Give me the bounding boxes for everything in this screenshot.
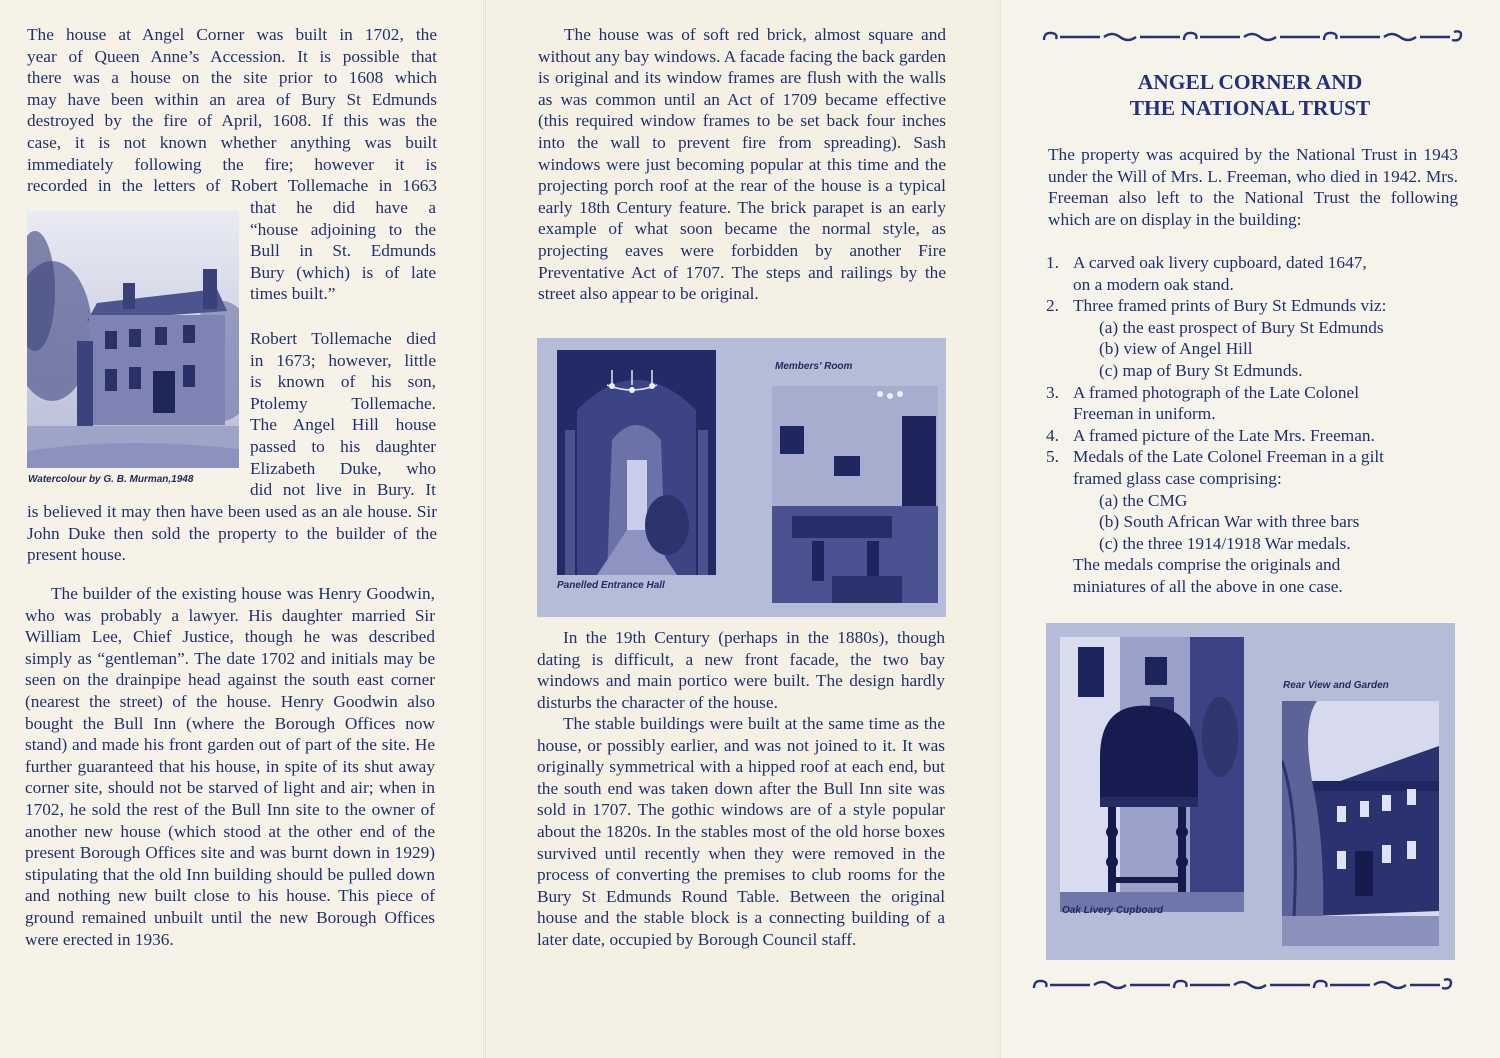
list-text: on a modern oak stand.	[1073, 274, 1234, 294]
text-line: immediately following the fire; however it is	[27, 154, 437, 174]
goodwin-paragraph: The builder of the existing house was Henry Goodwin, who was probably a lawyer. His daughter married Sir William Lee, Chief Justice, though he was described simply as “gentleman”. The date 1702 and initials may be seen on the drainpipe head against the south east corner (nearest the street) of the house. Henry Goodwin also bought the Bull Inn (where the Borough Offices now stand) and made his front garden out of part of the site. He further guaranteed that his house, in spite of its shut away corner site, should not be starved of light and air; when in 1702, he sold the rest of the Bull Inn site to the owner of another new house (which stood at the other end of the present Borough Offices site and was burnt down in 1929) stipulating that the old Inn building should be pulled down and nothing new built close to his house. This piece of ground remained unbuilt until the new Borough Offices were erected in 1936.	[25, 584, 435, 949]
text-line: is known of his son,	[250, 372, 436, 392]
list-subitem: (a) the CMG	[1099, 490, 1188, 510]
bottom-ornament-border	[1030, 976, 1455, 994]
national-trust-intro: The property was acquired by the National Trust in 1943 under the Will of Mrs. L. Freeman, who died in 1942. Mrs. Freeman also left to the National Trust the following which are on display in the building:	[1048, 145, 1458, 229]
list-text: A carved oak livery cupboard, dated 1647,	[1073, 253, 1367, 272]
watercolour-image	[27, 211, 239, 468]
members-room-caption: Members’ Room	[775, 361, 853, 372]
rear-garden-illustration	[1282, 701, 1439, 946]
section-title-line-2: THE NATIONAL TRUST	[1129, 96, 1371, 120]
list-text: Freeman in uniform.	[1073, 404, 1216, 424]
text-line: Bury (which) is of late	[250, 262, 436, 282]
text-line: there was a house on the site prior to 1608 which	[27, 68, 437, 88]
entrance-hall-caption: Panelled Entrance Hall	[557, 580, 665, 591]
oak-cupboard-caption: Oak Livery Cupboard	[1062, 905, 1164, 916]
list-subitem: (b) view of Angel Hill	[1099, 339, 1253, 359]
entrance-hall-photo	[557, 350, 716, 575]
text-line: year of Queen Anne’s Accession. It is possible that	[27, 46, 437, 66]
text-line: case, it is not known whether anything was built	[27, 132, 437, 152]
top-ornament-border	[1040, 28, 1465, 46]
list-number: 5.	[1046, 447, 1059, 467]
rear-garden-photo	[1282, 701, 1439, 946]
text-line: recorded in the letters of Robert Tollemache in 1663	[27, 176, 437, 196]
list-text: miniatures of all the above in one case.	[1073, 576, 1343, 596]
fold-line	[483, 0, 486, 1058]
text-line: that he did have a	[250, 198, 436, 217]
list-text: A framed photograph of the Late Colonel	[1073, 382, 1360, 402]
text-line: did not live in Bury. It	[250, 480, 436, 500]
watercolour-caption: Watercolour by G. B. Murman,1948	[28, 474, 194, 485]
list-number: 2.	[1046, 296, 1059, 316]
text-line: passed to his daughter	[250, 436, 436, 456]
list-subitem: (a) the east prospect of Bury St Edmunds	[1099, 317, 1384, 337]
list-number: 4.	[1046, 425, 1059, 445]
list-subitem: (b) South African War with three bars	[1099, 512, 1360, 532]
list-item	[1046, 446, 1476, 597]
list-item	[1046, 382, 1476, 425]
list-subitem: (c) map of Bury St Edmunds.	[1099, 360, 1303, 380]
text-line: times built.”	[250, 284, 336, 304]
list-text: A framed picture of the Late Mrs. Freeman.	[1073, 425, 1375, 445]
list-text: The medals comprise the originals and	[1073, 555, 1341, 575]
members-room-photo	[772, 386, 938, 603]
list-number: 1.	[1046, 253, 1059, 272]
list-number: 3.	[1046, 382, 1059, 402]
text-line: in 1673; however, little	[250, 350, 436, 370]
bequest-list	[1046, 252, 1476, 598]
ale-house-paragraph: is believed it may then have been used as an ale house. Sir John Duke then sold the property to the builder of the present house.	[27, 502, 437, 565]
entrance-hall-illustration	[557, 350, 716, 575]
rear-garden-caption: Rear View and Garden	[1283, 680, 1389, 691]
tollemache-paragraph	[250, 328, 436, 501]
exterior-photos-panel	[1046, 623, 1455, 960]
quote-paragraph	[250, 197, 436, 305]
list-item	[1046, 295, 1476, 381]
members-room-illustration	[772, 386, 938, 603]
brick-paragraph: The house was of soft red brick, almost square and without any bay windows. A facade facing the back garden is original and its window frames are flush with the walls as was common until an Act of 1709 became effective (this required window frames to be set back four inches into the wall to prevent fire from spreading). Sash windows were just becoming popular at this time and the projecting porch roof at the rear of the house is a typical early 18th Century feature. The brick parapet is an early example of what soon became the normal style, as projecting eaves were forbidden by another Fire Preventative Act of 1707. The steps and railings by the street also appear to be original.	[538, 25, 946, 304]
list-text: framed glass case comprising:	[1073, 468, 1282, 488]
text-line: Bull in St. Edmunds	[250, 241, 436, 261]
text-line: “house adjoining to the	[250, 219, 436, 239]
oak-cupboard-illustration	[1060, 637, 1244, 912]
text-line: Ptolemy Tollemache.	[250, 393, 436, 413]
list-text: Three framed prints of Bury St Edmunds viz:	[1073, 296, 1387, 316]
stable-paragraph: The stable buildings were built at the same time as the house, or possibly earlier, and was not joined to it. It was originally symmetrical with a hipped roof at each end, but the south end was taken down after the Bull Inn site was sold in 1707. The gothic windows are of a style popular about the 1820s. In the stables most of the old horse boxes survived until recently when they were removed in the process of converting the premises to club rooms for the Bury St Edmunds Round Table. Between the original house and the stable block is a connecting building of a later date, occupied by Borough Council staff.	[537, 714, 945, 949]
fold-line	[998, 0, 1001, 1058]
text-line: Robert Tollemache died	[250, 329, 436, 348]
list-item	[1046, 425, 1476, 447]
interior-photos-panel	[537, 338, 946, 617]
text-line: destroyed by the fire of April, 1608. If this was the	[27, 111, 437, 131]
text-line: Elizabeth Duke, who	[250, 458, 436, 478]
nineteenth-century-paragraph: In the 19th Century (perhaps in the 1880s), though dating is difficult, a new front facade, the two bay windows and main portico were built. The design hardly disturbs the character of the house.	[537, 628, 945, 712]
list-item	[1046, 252, 1476, 295]
text-line: The house at Angel Corner was built in 1702, the	[27, 25, 437, 44]
watercolour-illustration	[27, 211, 239, 468]
list-subitem: (c) the three 1914/1918 War medals.	[1099, 533, 1351, 553]
text-line: may have been within an area of Bury St Edmunds	[27, 89, 437, 109]
section-title-line-1: ANGEL CORNER AND	[1137, 70, 1363, 94]
list-text: Medals of the Late Colonel Freeman in a gilt	[1073, 447, 1384, 467]
oak-cupboard-photo	[1060, 637, 1244, 912]
intro-paragraph	[27, 24, 437, 197]
text-line: The Angel Hill house	[250, 415, 436, 435]
